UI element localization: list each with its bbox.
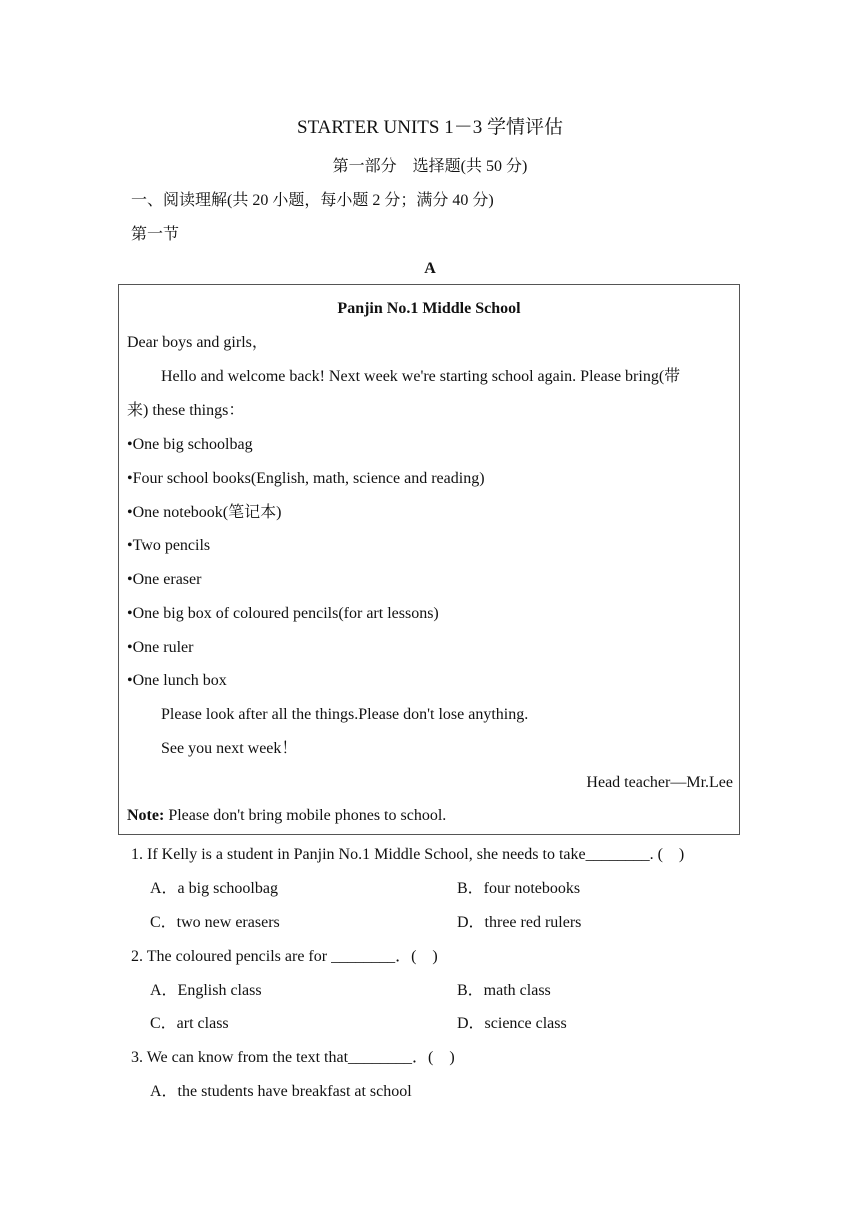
answer-option: D．three red rulers	[457, 914, 582, 931]
answer-option: B．four notebooks	[457, 880, 581, 897]
notice-list-item: •One big box of coloured pencils(for art lessons)	[127, 605, 439, 622]
subsection-heading: 第一节	[131, 226, 180, 243]
answer-option: C．art class	[150, 1015, 229, 1032]
notice-list-item: •One eraser	[127, 571, 202, 588]
notice-list-item: •One notebook(笔记本)	[127, 504, 282, 521]
notice-list-item: •Four school books(English, math, science and reading)	[127, 470, 485, 487]
notice-note	[127, 806, 446, 826]
part-heading: 第一部分 选择题(共 50 分)	[332, 158, 528, 175]
notice-school-name: Panjin No.1 Middle School	[337, 300, 521, 317]
question-stem: 1. If Kelly is a student in Panjin No.1 Middle School, she needs to take________. ( )	[131, 846, 685, 863]
answer-option: D．science class	[457, 1015, 567, 1032]
answer-option: B．math class	[457, 982, 551, 999]
notice-signature: Head teacher—Mr.Lee	[586, 774, 733, 791]
answer-option: A．the students have breakfast at school	[150, 1083, 412, 1100]
notice-list-item: •One ruler	[127, 639, 194, 656]
question-stem: 3. We can know from the text that________．( )	[131, 1049, 455, 1066]
page-title: STARTER UNITS 1－3 学情评估	[297, 117, 563, 138]
notice-intro-line: 来) these things：	[127, 402, 245, 419]
question-stem: 2. The coloured pencils are for ________．( )	[131, 948, 438, 965]
notice-list-item: •Two pencils	[127, 537, 211, 554]
answer-option: C．two new erasers	[150, 914, 280, 931]
note-text: Please don't bring mobile phones to school.	[164, 807, 447, 824]
answer-option: A．a big schoolbag	[150, 880, 278, 897]
notice-closing: Please look after all the things.Please don't lose anything.	[161, 706, 529, 723]
notice-list-item: •One big schoolbag	[127, 436, 253, 453]
notice-intro-line: Hello and welcome back! Next week we're starting school again. Please bring(带	[161, 368, 681, 385]
passage-label: A	[424, 260, 436, 277]
notice-greeting: Dear boys and girls，	[127, 334, 268, 351]
notice-closing: See you next week！	[161, 740, 298, 757]
note-label: Note:	[127, 807, 165, 824]
notice-box	[118, 284, 740, 835]
section-heading: 一、阅读理解(共 20 小题，每小题 2 分；满分 40 分)	[131, 192, 494, 209]
notice-list-item: •One lunch box	[127, 672, 227, 689]
answer-option: A．English class	[150, 982, 262, 999]
